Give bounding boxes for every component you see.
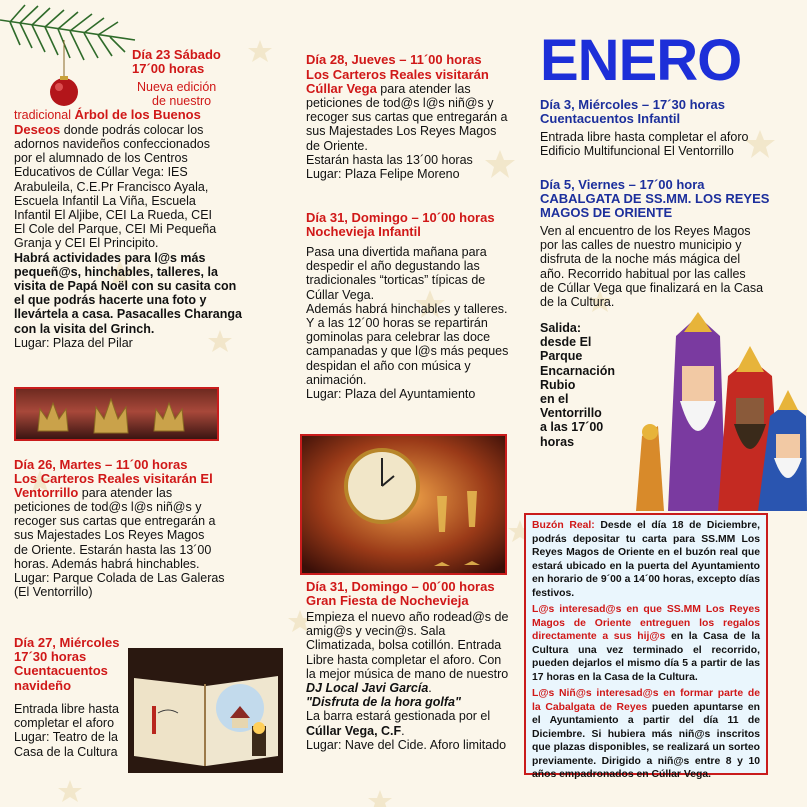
event-location: Lugar: Plaza del Pilar <box>14 335 133 350</box>
event-text <box>14 123 203 137</box>
event-title: Gran Fiesta de Nochevieja <box>306 593 469 608</box>
text-line: Escuela Infantil La Viña, Escuela <box>14 193 196 208</box>
text-line: pequeñ@s, hinchables, talleres, la <box>14 264 218 279</box>
text-line: de Oriente. <box>306 138 368 153</box>
event-text-part: tradicional <box>14 108 75 122</box>
text-line: Día 27, Miércoles <box>14 635 120 650</box>
event-title: Los Carteros Reales visitarán El <box>14 471 213 486</box>
event-time: 17´00 horas <box>132 61 205 76</box>
text-line: Climatizada, bolsa cotillón. Entrada <box>306 638 502 653</box>
notice-heading: L@s Niñ@s interesad@s en formar parte de la Cabalgata de Reyes <box>532 688 760 713</box>
notice-heading: L@s interesad@s en que SS.MM Los Reyes Magos de Oriente entreguen los regalos directamente a sus hij@s <box>532 604 760 642</box>
text-line: recoger sus cartas que entregarán a <box>306 110 508 125</box>
text-line: Cuentacuentos <box>14 663 108 679</box>
text-line: Lugar: Parque Colada de Las Galeras <box>14 571 225 586</box>
event-quote: "Disfruta de la hora golfa" <box>306 695 461 710</box>
text-line: Y a las 12´00 horas se repartirán <box>306 316 488 331</box>
event-text-part: para atender las <box>376 82 471 96</box>
text-line: con la visita del Grinch. <box>14 321 155 336</box>
text-line: peticiones de tod@s l@s niñ@s y <box>306 96 494 110</box>
info-box <box>524 513 768 780</box>
text-line: sus Majestades Los Reyes Magos <box>14 528 205 543</box>
text-line: Encarnación <box>540 363 616 378</box>
text-line: Además habrá hinchables y talleres. <box>306 301 508 316</box>
event-date: Día 3, Miércoles – 17´30 horas <box>540 97 725 112</box>
departure-info <box>540 321 615 449</box>
text-line: Lugar: Teatro de la <box>14 730 119 745</box>
event-title <box>14 636 120 693</box>
event-title: CABALGATA DE SS.MM. LOS REYES <box>540 191 770 206</box>
text-line: la mejor música de mano de nuestro <box>306 666 509 681</box>
text-line: de la Cultura. <box>540 295 615 310</box>
text-line <box>306 724 508 738</box>
text-line: horas. Además habrá hinchables. <box>14 556 200 571</box>
event-date: Día 28, Jueves – 11´00 horas <box>306 52 482 67</box>
event-description <box>14 500 225 599</box>
event-description <box>306 610 508 752</box>
dj-name: DJ Local Javi García <box>306 681 429 696</box>
text-line: 17´30 horas <box>14 649 87 665</box>
event-date: Día 23 Sábado <box>132 47 221 62</box>
text-line: llevártela a casa. Pasacalles Charanga <box>14 307 242 322</box>
event-text <box>306 82 471 96</box>
event-date: Día 31, Domingo – 00´00 horas <box>306 579 495 594</box>
event-description <box>14 702 119 759</box>
notice-text: en la Casa de la Cultura una vez terminado el recorrido, pueden dejarlos el mismo día 5 a partir de las 17 horas en la Casa de la Cultura. <box>532 631 760 683</box>
event-text: Nueva edición <box>137 80 217 94</box>
notice-text: Desde el día 18 de Diciembre, podrás depositar tu carta para SS.MM Los Reyes Magos de Oriente en el buzón real que estará ubicado en la puerta del Ayuntamiento en horario de 9´00 a 14´00 horas, excepto días festivos. <box>532 520 760 599</box>
text-line: desde El <box>540 335 592 350</box>
event-description <box>306 245 508 401</box>
text-line: Parque <box>540 349 583 364</box>
text-line: de Cúllar Vega que finalizará en la Casa <box>540 280 764 295</box>
event-text <box>14 108 201 122</box>
event-text-part: donde podrás colocar los <box>60 123 204 137</box>
text-part: . <box>401 723 405 738</box>
text-line: completar el aforo <box>14 716 115 731</box>
event-description <box>540 224 763 309</box>
text-line: sus Majestades Los Reyes Magos <box>306 124 497 139</box>
event-highlight: Cúllar Vega <box>306 81 377 96</box>
notice-heading: Buzón Real: <box>532 520 595 531</box>
event-description <box>14 137 242 350</box>
text-line: tradicionales “torticas” típicas de <box>306 273 486 288</box>
event-highlight: Deseos <box>14 122 61 137</box>
text-line: adornos navideños confeccionados <box>14 137 210 151</box>
text-line: Edificio Multifuncional El Ventorrillo <box>540 144 734 159</box>
text-line: en el <box>540 392 569 407</box>
three-kings-illustration <box>628 306 807 511</box>
storybook-image <box>128 648 283 773</box>
event-location: Lugar: Plaza Felipe Moreno <box>306 167 460 182</box>
text-line: despidan el año con música y <box>306 358 471 373</box>
text-line: Entrada libre hasta completar el aforo <box>540 130 749 144</box>
text-line: La barra estará gestionada por el <box>306 709 491 724</box>
text-line: disfruta de la noche más mágica del <box>540 252 741 267</box>
text-line: de Oriente. Estarán hasta las 13´00 <box>14 542 212 557</box>
text-line: horas <box>540 434 575 449</box>
event-description <box>540 130 748 158</box>
text-line: Granja y CEI El Principito. <box>14 236 159 251</box>
text-line: por las calles de nuestro municipio y <box>540 238 742 253</box>
pine-branch-illustration <box>0 0 140 115</box>
text-line: Casa de la Cultura <box>14 744 118 759</box>
text-line: Entrada libre hasta <box>14 702 119 716</box>
event-location: Lugar: Nave del Cide. Aforo limitado <box>306 737 507 752</box>
text-line: Empieza el nuevo año rodead@s de <box>306 610 509 624</box>
crowns-image <box>14 387 219 441</box>
event-date: Día 5, Viernes – 17´00 hora <box>540 177 705 192</box>
text-line: Ven al encuentro de los Reyes Magos <box>540 224 751 238</box>
text-line: Salida: <box>540 321 581 335</box>
text-line: visita de Papá Noël con su casita con <box>14 279 237 294</box>
month-title: ENERO <box>540 28 742 93</box>
event-title: Los Carteros Reales visitarán <box>306 67 489 82</box>
new-year-clock-image <box>300 434 507 575</box>
parade-signup-notice <box>532 687 760 782</box>
event-highlight: Ventorrillo <box>14 485 79 500</box>
text-line: Libre hasta completar el aforo. Con <box>306 652 502 667</box>
event-text: de nuestro <box>152 94 212 108</box>
text-line: El Cole del Parque, CEI Mi Pequeña <box>14 222 217 237</box>
event-description <box>306 96 508 181</box>
text-line: Habrá actividades para l@s más <box>14 250 206 265</box>
text-line: animación. <box>306 372 367 387</box>
text-line: gominolas para celebrar las doce <box>306 330 491 345</box>
event-title: Nochevieja Infantil <box>306 224 421 239</box>
club-name: Cúllar Vega, C.F <box>306 723 402 738</box>
text-line: Infantil El Aljibe, CEI La Rueda, CEI <box>14 208 213 223</box>
text-line: Ventorrillo <box>540 406 602 421</box>
text-line: (El Ventorrillo) <box>14 585 93 600</box>
text-line: amig@s y vecin@s. Sala <box>306 624 446 639</box>
crown-icon <box>16 389 217 439</box>
text-line: peticiones de tod@s l@s niñ@s y <box>14 500 202 514</box>
text-line: el que podrás hacerte una foto y <box>14 293 207 308</box>
event-title: Cuentacuentos Infantil <box>540 111 681 126</box>
event-text-part: para atender las <box>78 486 173 500</box>
text-line: Rubio <box>540 377 576 392</box>
text-line: año. Recorrido habitual por las calles <box>540 266 746 281</box>
text-line: recoger sus cartas que entregarán a <box>14 514 216 529</box>
text-line: despedir el año degustando las <box>306 259 480 274</box>
event-date: Día 31, Domingo – 10´00 horas <box>306 210 495 225</box>
text-line: campanadas y que l@s más peques <box>306 344 509 359</box>
text-line: Estarán hasta las 13´00 horas <box>306 152 473 167</box>
text-line: Cúllar Vega. <box>306 287 375 302</box>
text-line: Pasa una divertida mañana para <box>306 245 487 259</box>
text-line: navideño <box>14 677 72 693</box>
notice-text: pueden apuntarse en el Ayuntamiento a partir del día 11 de Diciembre. Si hubiera más niñ@s inscritos que plazas disponibles, se realizará un sorteo previamente. Dirigido a niñ@s entre 8 y 10 años empadronados en Cúllar Vega. <box>532 701 760 780</box>
gifts-notice <box>532 603 760 684</box>
event-date: Día 26, Martes – 11´00 horas <box>14 457 188 472</box>
text-line: Educativos de Cúllar Vega: IES <box>14 165 188 180</box>
text-line: Arabuleila, C.E.Pr Francisco Ayala, <box>14 179 209 194</box>
mailbox-notice <box>532 519 760 600</box>
text-line: a las 17´00 <box>540 420 604 435</box>
event-text <box>14 486 172 500</box>
event-title: MAGOS DE ORIENTE <box>540 205 673 220</box>
event-highlight: Árbol de los Buenos <box>74 107 201 122</box>
event-location: Lugar: Plaza del Ayuntamiento <box>306 387 476 402</box>
text-line: por el alumnado de los Centros <box>14 151 188 166</box>
text-line <box>306 681 508 695</box>
text-part: . <box>428 681 432 696</box>
